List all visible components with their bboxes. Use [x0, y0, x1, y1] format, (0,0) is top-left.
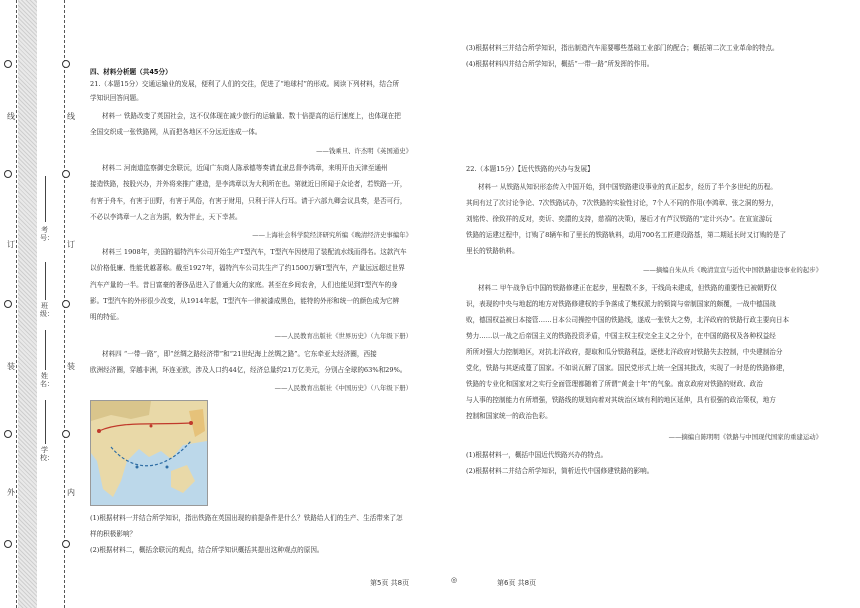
q22-title: 22.（本题15分）【近代铁路的兴办与发展】: [466, 165, 594, 173]
r-material-2-line: 控制和国家统一的政治色彩。: [466, 412, 552, 420]
binding-hole-circle: [4, 430, 12, 438]
outer-line-label-3: 装: [7, 362, 15, 371]
outer-line-label-2: 订: [7, 240, 15, 249]
section-title: 四、材料分析题（共45分）: [90, 68, 172, 76]
q21-intro-line: 学知识回答问题。: [90, 94, 143, 102]
r-material-2-line: 铁路的专业化和国家对之实行全面管理都随着了所谓“黄金十年”的气象。南京政府对铁路的财政、政治: [466, 380, 763, 388]
r-material-1-line: 材料一 从铁路从知识形态传入中国开始，到中国铁路建设事业的真正起步，经历了半个多世纪的历程。: [478, 183, 777, 191]
material-1-line: 全国交织成一张铁路网，从而把各地区不分远近连成一体。: [90, 128, 262, 136]
question-line: (2)根据材料二，概括余联沅的观点，结合所学知识概括其提出这种观点的原因。: [90, 546, 324, 554]
r-material-2-line: 所所对强大力控制地区，对抗北洋政府，提取和瓜分铁路利益，逐使北洋政府对铁路失去控制，中央建制治分: [466, 348, 783, 356]
r-material-2-line: 识，表现的中央与地起的地方对铁路修建权的手争落成了集权派力的锁筒与帝制国家的颇覆，一战中德国战: [466, 300, 776, 308]
material-3-line: 汽车产量的一半。昔日富豪的奢侈品进入了普通大众的家庭。甚至在乡间农舍，人们也能见到T型汽车的身: [90, 281, 398, 289]
material-3-source: ——人民教育出版社《世界历史》（九年级下册）: [274, 332, 412, 340]
exam-number-label: 考号：: [40, 226, 54, 242]
inner-line-label-4: 内: [67, 488, 75, 497]
outer-line-label-1: 线: [7, 112, 15, 121]
material-1-source: ——钱乘旦、许杰明《英国通史》: [316, 147, 412, 155]
belt-and-road-map: [90, 400, 208, 506]
binding-hole-circle: [62, 60, 70, 68]
name-label: 姓名：: [40, 372, 54, 388]
r-material-1-line: 里长的铁路轨料。: [466, 247, 519, 255]
material-3-line: 明的特征。: [90, 313, 123, 321]
r-material-1-source: ——摘编自朱从兵《晚清宣宣与近代中国铁路建设事业的起步》: [643, 266, 822, 274]
r-material-2-line: 败，德国权益被日本接管……日本公司操控中国的铁路线，遂成一张铁大之势，北洋政府的铁路行政主要向日本: [466, 316, 790, 324]
question-line: (1)根据材料一，概括中国近代铁路兴办的特点。: [466, 451, 608, 459]
r-material-1-line: 其间有过了次讨论争论、7次铁路试办，7次铁路的实验性讨论，7个人不同的作用(李鸿章、张之洞的努力，: [466, 199, 778, 207]
r-material-1-line: 刘铭传、徐致祥的反对，奕䜣、奕譞的支持，慈禧的决策)，屡后才有芦汉铁路的“定计兴办”。在宣宣游玩: [466, 215, 773, 223]
binding-hole-circle: [4, 540, 12, 548]
r-material-2-line: 党化，铁路与其逐成蔓了国家。不如说瓦解了国家。国民党形式上统一全国其批改，实现了一时是的铁路修建，: [466, 364, 790, 372]
material-2-line: 材料二 河南道监察御史余联沅，近闻广东商人陈承德等奏请直隶总督李鸿章，来明开由天津至通州: [102, 164, 388, 172]
material-3-line: 以价格低廉、性能优越著称。截至1927年，福特汽车公司共生产了约1500万辆T型汽车，产量远远超过世界: [90, 264, 405, 272]
question-line: (4)根据材料四并结合所学知识，概括“一带一路”所发挥的作用。: [466, 60, 654, 68]
binding-hole-circle: [4, 170, 12, 178]
name-field[interactable]: [45, 330, 46, 370]
binding-strip: [18, 0, 37, 608]
material-4-line: 材料四 “一带一路”，即“丝绸之路经济带”和“21世纪海上丝绸之路”。它东牵亚太经济圈，西接: [102, 350, 377, 358]
page-number-right: 第6页 共8页: [497, 579, 537, 587]
binding-hole-circle: [62, 540, 70, 548]
material-2-line: 有害于舟车，有害于田野，有害于风俗，有害于财用，只利于洋人行耳。请于六部九卿会议具奏，是否可行，: [90, 197, 407, 205]
belt-and-road-map-image: [91, 401, 207, 505]
outer-line-label-4: 外: [7, 488, 15, 497]
r-material-2-source: ——摘编自陈明明《铁路与中国现代国家的重建运动》: [668, 433, 822, 441]
page-number-left: 第5页 共8页: [370, 579, 410, 587]
binding-hole-circle: [4, 60, 12, 68]
material-4-source: ——人民教育出版社《中国历史》（八年级下册）: [274, 384, 412, 392]
r-material-2-line: 与人事的控制能力有所增强，铁路线的规划向着对其统治区域有利的地区延伸，具有很强的政治策权，地方: [466, 396, 776, 404]
exam-number-field[interactable]: [45, 176, 46, 222]
question-line: (3)根据材料三并结合所学知识，指出制造汽车需要哪些基础工业部门的配合；概括第二次工业革命的特点。: [466, 44, 779, 52]
inner-line-label-3: 装: [67, 362, 75, 371]
r-material-1-line: 铁路的运建过程中，订购了8辆车和了里长的铁路轨料，动用700名工匠建设路基，第二期延长时又订购的是了: [466, 231, 787, 239]
r-material-2-line: 势力……以一战之后帝国主义的铁路投资矛盾，中国主权主权完全主义之分个，在中国的路权及各种权益经: [466, 332, 776, 340]
q21-intro-line: 21.（本题15分）交通运输业的发展，便利了人们的交往，促进了“地球村”的形成。阅读下列材料，结合所: [90, 80, 400, 88]
binding-hole-circle: [62, 170, 70, 178]
material-2-line: 不必以李鸿章一人之言为据，敕为伴止，天下幸甚。: [90, 213, 242, 221]
class-field[interactable]: [45, 262, 46, 300]
material-3-line: 材料三 1908年，美国的福特汽车公司开始生产T型汽车，T型汽车因使用了装配流水线而得名。这款汽车: [102, 248, 407, 256]
school-label: 学校：: [40, 446, 54, 462]
inner-line-label-2: 订: [67, 240, 75, 249]
material-3-line: 影。T型汽车的外形很少改变，从1914年起，T型汽车一律被漆成黑色，能特的外形和统一的颜色成为它辨: [90, 297, 400, 305]
r-material-2-line: 材料二 甲午战争后中国的铁路修建正在起步，里程数不多，干线尚未建成，但铁路的重要性已被朝野仅: [478, 284, 777, 292]
class-label: 班级：: [40, 302, 54, 318]
page-divider-dot: ◎: [451, 576, 458, 584]
material-4-line: 欧洲经济圈，穿越非洲，环连亚欧，涉及人口约44亿，经济总量约21万亿美元，分别占全球的63%和29%。: [90, 366, 407, 374]
binding-hole-circle: [62, 300, 70, 308]
binding-hole-circle: [62, 430, 70, 438]
material-2-line: 接造铁路，按股兴办，并外将来推广建造，是李鸿章以为大利所在也。第就近日所闻于众论者，若铁路一开，: [90, 180, 407, 188]
inner-line-label-1: 线: [67, 112, 75, 121]
question-line: 样的积极影响？: [90, 530, 137, 538]
material-1-line: 材料一 铁路改变了英国社会，这不仅体现在减少旅行的运输量、数十倍提高的运行速度上，也体现在把: [102, 112, 401, 120]
question-line: (2)根据材料二并结合所学知识，简析近代中国修建铁路的影响。: [466, 467, 654, 475]
material-2-source: ——上海社会科学院经济研究所编《晚清经济史事编年》: [252, 231, 412, 239]
outer-cut-line: [16, 0, 17, 608]
question-line: (1)根据材料一并结合所学知识，指出铁路在英国出现的前提条件是什么？铁路给人们的生产、生活带来了怎: [90, 514, 403, 522]
school-field[interactable]: [45, 400, 46, 444]
binding-hole-circle: [4, 300, 12, 308]
binding-margin: [0, 0, 80, 608]
